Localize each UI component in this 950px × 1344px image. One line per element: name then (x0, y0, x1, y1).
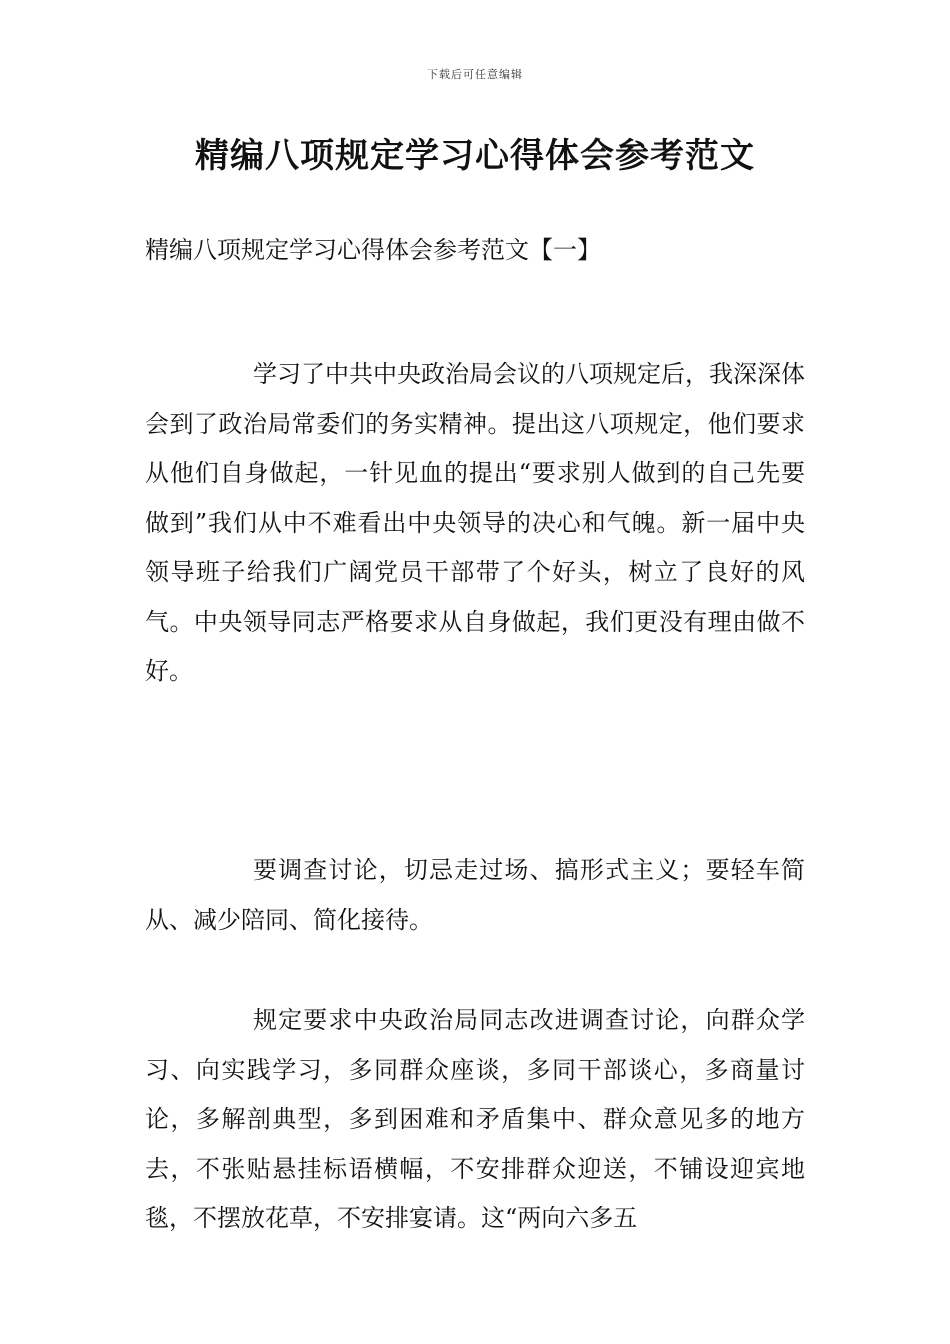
header-note: 下载后可任意编辑 (427, 68, 523, 81)
body-paragraph-2: 要调查讨论，切忌走过场、搞形式主义；要轻车简从、减少陪同、简化接待。 (145, 856, 805, 934)
body-paragraph-3: 规定要求中央政治局同志改进调查讨论，向群众学习、向实践学习，多同群众座谈，多同干部谈心，多商量讨论，多解剖典型，多到困难和矛盾集中、群众意见多的地方去，不张贴悬挂标语横幅，不安排群众迎送，不铺设迎宾地毯，不摆放花草，不安排宴请。这“两向六多五 (145, 1006, 805, 1232)
section-heading: 精编八项规定学习心得体会参考范文【一】 (145, 236, 601, 264)
body-paragraph-1: 学习了中共中央政治局会议的八项规定后，我深深体会到了政治局常委们的务实精神。提出这八项规定，他们要求从他们自身做起，一针见血的提出“要求别人做到的自己先要做到”我们从中不难看出中央领导的决心和气魄。新一届中央领导班子给我们广阔党员干部带了个好头，树立了良好的风气。中央领导同志严格要求从自身做起，我们更没有理由做不好。 (145, 360, 805, 685)
document-title: 精编八项规定学习心得体会参考范文 (195, 136, 755, 176)
